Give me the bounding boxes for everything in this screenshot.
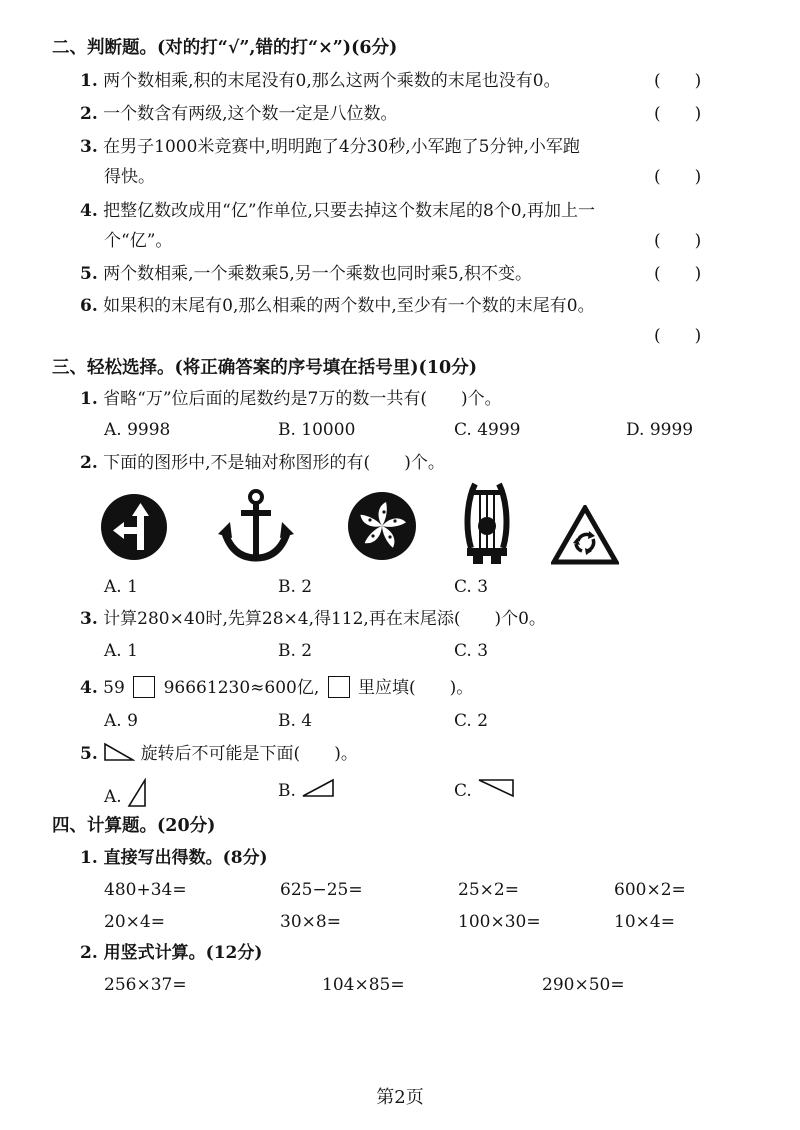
calc-item: 625−25= — [280, 880, 363, 900]
judge-item-5 — [80, 263, 532, 285]
anchor-icon — [216, 488, 296, 564]
option-b: B. 2 — [278, 577, 313, 597]
option-c: C. 3 — [454, 641, 489, 661]
blank-box[interactable] — [133, 676, 155, 698]
item-text: 省略“万”位后面的尾数约是7万的数一共有( )个。 — [103, 389, 502, 409]
lyre-icon — [463, 478, 511, 566]
choice-q3 — [80, 608, 546, 630]
page-number: 第2页 — [376, 1087, 424, 1108]
option-a: A. 9 — [104, 711, 138, 731]
judge-item-3 — [80, 136, 580, 158]
item-text: 如果积的末尾有0,那么相乘的两个数中,至少有一个数的末尾有0。 — [103, 296, 595, 316]
choice-q5 — [80, 742, 358, 765]
judge-item-2 — [80, 103, 398, 125]
option-c — [454, 778, 515, 802]
section3-title: 三、轻松选择。(将正确答案的序号填在括号里)(10分) — [52, 358, 477, 378]
calc-item: 480+34= — [104, 880, 187, 900]
choice-q2 — [80, 452, 445, 474]
option-d: D. 9999 — [626, 420, 694, 440]
option-b: B. 2 — [278, 641, 313, 661]
option-label: B. — [278, 781, 296, 801]
item-number: 6. — [80, 296, 98, 316]
item-text-continued: 得快。 — [104, 167, 155, 187]
option-b — [278, 778, 335, 802]
option-label: A. — [104, 787, 122, 807]
item-text: 一个数含有两级,这个数一定是八位数。 — [103, 104, 398, 124]
option-a: A. 1 — [104, 577, 138, 597]
blank-box[interactable] — [328, 676, 350, 698]
item-text: 里应填( )。 — [358, 678, 474, 698]
section2-title: 二、判断题。(对的打“√”,错的打“×”)(6分) — [52, 38, 398, 58]
choice-q1 — [80, 388, 502, 410]
recycle-triangle-sign-icon — [551, 505, 619, 565]
option-a — [104, 778, 149, 808]
item-number: 4. — [80, 201, 98, 221]
item-text: 计算280×40时,先算28×4,得112,再在末尾添( )个0。 — [103, 609, 546, 629]
subsection-title: 2. 用竖式计算。(12分) — [80, 943, 263, 963]
judge-item-4 — [80, 200, 595, 222]
answer-paren[interactable]: ( ) — [654, 326, 702, 346]
triangle-icon — [103, 742, 135, 762]
option-b: B. 10000 — [278, 420, 356, 440]
option-label: C. — [454, 781, 472, 801]
calc-item: 100×30= — [458, 912, 541, 932]
item-number: 3. — [80, 609, 98, 629]
item-number: 2. — [80, 104, 98, 124]
item-text: 59 — [103, 678, 125, 698]
item-text: 把整亿数改成用“亿”作单位,只要去掉这个数末尾的8个0,再加上一 — [103, 201, 595, 221]
turn-left-sign-icon — [99, 492, 169, 562]
choice-q4 — [80, 676, 473, 699]
answer-paren[interactable]: ( ) — [654, 71, 702, 91]
answer-paren[interactable]: ( ) — [654, 231, 702, 251]
subsection-title: 1. 直接写出得数。(8分) — [80, 848, 268, 868]
vertical-calc-item: 256×37= — [104, 975, 187, 995]
option-c: C. 3 — [454, 577, 489, 597]
bauhinia-emblem-icon — [346, 490, 418, 562]
option-c: C. 2 — [454, 711, 489, 731]
item-number: 1. — [80, 71, 98, 91]
option-b: B. 4 — [278, 711, 313, 731]
calc-item: 10×4= — [614, 912, 675, 932]
triangle-icon — [127, 778, 149, 808]
calc-item: 25×2= — [458, 880, 519, 900]
item-text: 在男子1000米竞赛中,明明跑了4分30秒,小军跑了5分钟,小军跑 — [103, 137, 580, 157]
option-c: C. 4999 — [454, 420, 521, 440]
calc-item: 600×2= — [614, 880, 686, 900]
answer-paren[interactable]: ( ) — [654, 104, 702, 124]
option-a: A. 9998 — [104, 420, 171, 440]
vertical-calc-item: 290×50= — [542, 975, 625, 995]
answer-paren[interactable]: ( ) — [654, 167, 702, 187]
item-text-continued: 个“亿”。 — [104, 231, 173, 251]
item-number: 2. — [80, 453, 98, 473]
item-text: 旋转后不可能是下面( )。 — [140, 744, 358, 764]
vertical-calc-item: 104×85= — [322, 975, 405, 995]
triangle-icon — [301, 778, 335, 798]
item-text: 两个数相乘,一个乘数乘5,另一个乘数也同时乘5,积不变。 — [103, 264, 532, 284]
answer-paren[interactable]: ( ) — [654, 264, 702, 284]
section4-title: 四、计算题。(20分) — [52, 816, 216, 836]
triangle-icon — [477, 778, 515, 798]
item-text: 下面的图形中,不是轴对称图形的有( )个。 — [103, 453, 445, 473]
item-number: 4. — [80, 678, 98, 698]
option-a: A. 1 — [104, 641, 138, 661]
item-number: 5. — [80, 744, 98, 764]
judge-item-6 — [80, 295, 595, 317]
item-text: 96661230≈600亿, — [163, 678, 320, 698]
judge-item-1 — [80, 70, 561, 92]
item-text: 两个数相乘,积的末尾没有0,那么这两个乘数的末尾也没有0。 — [103, 71, 561, 91]
item-number: 5. — [80, 264, 98, 284]
item-number: 3. — [80, 137, 98, 157]
calc-item: 30×8= — [280, 912, 341, 932]
item-number: 1. — [80, 389, 98, 409]
calc-item: 20×4= — [104, 912, 165, 932]
